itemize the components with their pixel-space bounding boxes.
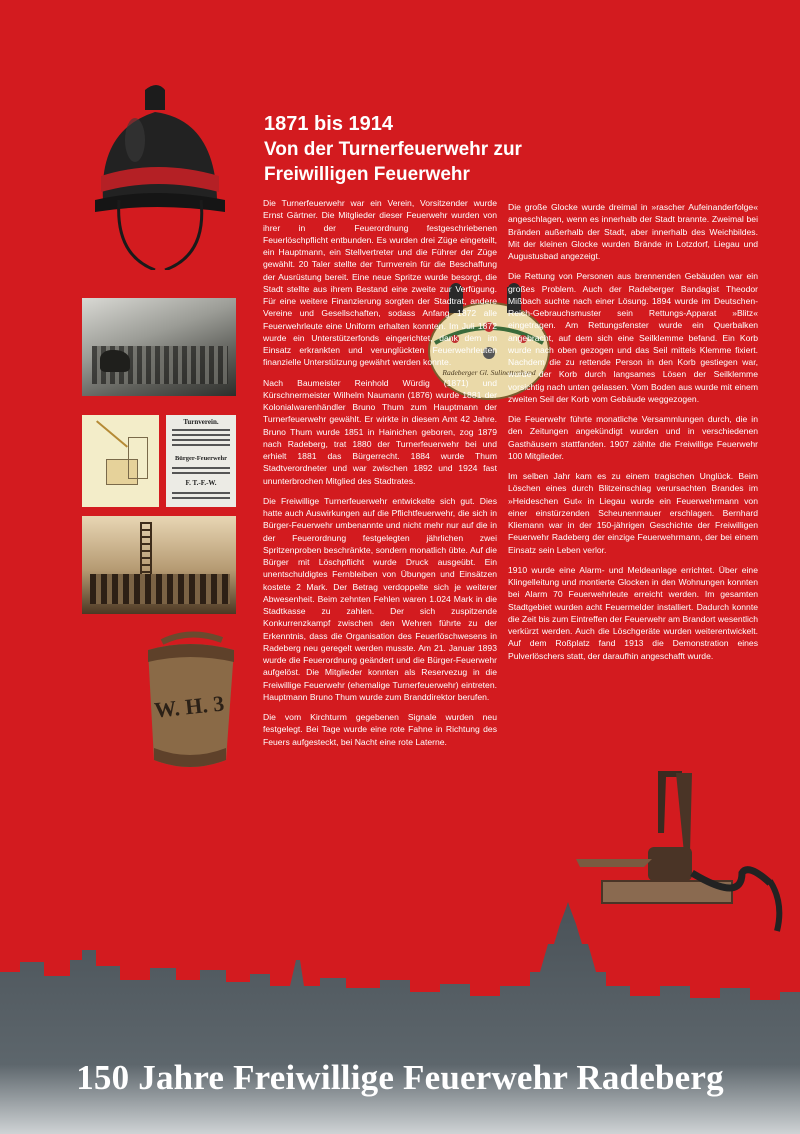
paragraph: Nach Baumeister Reinhold Würdig (1871) und Kürschnermeister Wilhelm Naumann (1876) wurde 1881 der Kolonialwarenhändler Bruno Thum zum Hauptmann der Turnerfeuerwehr gewählt. Er wirkte in diesem Amt 42 Jahre. Bruno Thum wurde 1851 in Hainichen geboren, zog 1879 nach Radeberg, trat 1880 der Turnerfeuerwehr bei und erhielt 1881 das Bürgerrecht. 1884 wurde Thum Stadtverordneter und war zwischen 1892 und 1924 fast ununterbrochen Mitglied des Stadtrates. [263,377,497,486]
newspaper-clipping [166,415,236,507]
heading-years: 1871 bis 1914 [264,113,393,135]
heading-title-line2: Freiwilligen Feuerwehr [264,164,470,185]
leather-bucket-icon [140,628,240,776]
right-text-column [508,201,758,670]
section-heading [264,112,524,187]
newspaper-heading-1: Turnverein. [183,418,219,426]
globe-lettering: Radeberger Gl. Sulinettenbund [442,368,536,377]
middle-text-column [263,197,497,756]
heading-title-line1: Von der Turnerfeuerwehr zur [264,139,522,160]
paragraph: Im selben Jahr kam es zu einem tragischen Unglück. Beim Löschen eines durch Blitzeinschlag verursachten Brandes im »Heideschen Gut« in Liegau wurde ein Feuerwehrmann von einer einstürzenden Scheunenmauer erschlagen. Bernhard Kliemann war in der 150-jährigen Geschichte der Freiwilligen Feuerwehr Radeberg der einzige Feuerwehrmann, der bei einem Einsatz sein Leben verlor. [508,471,758,555]
historic-street-photo [82,298,236,396]
paragraph: 1910 wurde eine Alarm- und Meldeanlage errichtet. Über eine Klingelleitung und montierte Glocken in den Wohnungen konnten bei Alarm 70 Feuerwehrleute erreicht werden. Im gesamten Stadtgebiet wurden acht Feuermelder installiert. Dadurch konnte die Zeit bis zum Eintreffen der Feuerwehr am Brandort wesentlich verkürzt werden. Auch die Löschgeräte wurden weiterentwickelt. Auf dem Roßplatz fand 1913 die Demonstration eines Pulverlöschers statt, der daraufhin angeschafft wurde. [508,564,758,661]
paragraph: Die Feuerwehr führte monatliche Versammlungen durch, die in den Zeitungen angekündigt wurden und in verschiedenen Gasthäusern stattfanden. 1907 zählte die Freiwillige Feuerwehr 100 Mitglieder. [508,414,758,461]
newspaper-heading-2: Bürger-Feuerwehr [174,455,228,462]
paragraph: Die große Glocke wurde dreimal in »rascher Aufeinanderfolge« angeschlagen, wenn es innerhalb der Stadt brannte. Zweimal bei Bränden außerhalb der Stadt, aber innerhalb des Weichbildes. Mit der kleinen Glocke wurden Brände in Lotzdorf, Liegau und Augustusbad angezeigt. [508,202,758,261]
fire-helmet-icon [85,80,235,270]
city-skyline-silhouette [0,900,800,1134]
rescue-apparatus-drawing [82,415,159,507]
newspaper-initials: F. T.-F.-W. [185,479,217,487]
paragraph: Die Freiwillige Turnerfeuerwehr entwickelte sich gut. Dies hatte auch Auswirkungen auf die Pflichtfeuerwehr, die sich in Bürger-Feuerwehr umbenannte und nicht mehr nur auf die in der Feuerordnung festgelegten jährlichen zwei Spritzenproben beschränkte, sondern monatlich übte. Auf die Bürger mit Löschpflicht wurde Druck ausgeübt. Ein unentschuldigtes Fernbleiben von Übungen und Einsätzen kostete 2 Mark. Der Betrag verdoppelte sich je weiterer Abwesenheit. Beim zehnten Fehlen waren 1.024 Mark in die Stadtkasse zu zahlen. Der sich zuspitzende Konkurrenzkampf zwischen den Wehren führte zu der Erkenntnis, dass die Organisation des Feuerlöschwesens in Radeberg neu geregelt werden musste. Am 21. Januar 1893 wurde die Feuerordnung geändert und die Bürger-Feuerwehr aufgelöst. Die Mitglieder konnten als Reservezug in die Freiwillige Feuerwehr (ehemalige Turnerfeuerwehr) eintreten. Hauptmann Bruno Thum wurde zum Branddirektor berufen. [263,495,497,702]
bucket-lettering: W. H. 3 [153,690,226,723]
firefighters-group-photo [82,516,236,614]
paragraph: Die Rettung von Personen aus brennenden Gebäuden war ein großes Problem. Auch der Radeberger Bandagist Theodor Mißbach suchte nach einer Lösung. 1894 wurde im Deutschen-Reich-Gebrauchsmuster sein Rettungs-Apparat »Blitz« eingetragen. Am Rettungsfenster wurde ein Querbalken angebracht, auf dem sich eine Seilklemme befand. Ein Korb wurde nach oben gezogen und das Seil mittels Klemme fixiert. Nachdem die zu rettende Person in den Korb gestiegen war, wurde der Korb durch langsames Lösen der Seilklemme vorsichtig nach unten gelassen. Vom Boden aus wurde mit einem zweiten Seil der Korb vom Gebäude weggezogen. [508,271,758,404]
paragraph: Die vom Kirchturm gegebenen Signale wurden neu festgelegt. Bei Tage wurde eine rote Fahne in Richtung des Feuers aufgesteckt, bei Nacht eine rote Laterne. [263,712,497,747]
paragraph: Die Turnerfeuerwehr war ein Verein, Vorsitzender wurde Ernst Gärtner. Die Mitglieder dieser Feuerwehr wurden von ihrer in der Feuerordnung festgeschriebenen Feuerlöschpflicht entbunden. Es wurden drei Züge eingeteilt, ein Hauptmann, ein Stellvertreter und die Führer der Züge gewählt. 20 Taler stellte der Turnverein für die Beschaffung der Ausrüstung bereit. Eine neue Spritze wurde besorgt, die Stadt stellte aus ihrem Bestand eine zweite zur Verfügung. Für eine weitere Finanzierung sorgten der Stadtrat, andere Vereine und Gesellschaften, sodass Anfang 1872 alle Feuerwehrleute eine Uniform erhalten konnten. Im Juli 1872 wurde ein Unterstützerfonds eingerichtet, dank dem im Einsatz erkrankten und verunglückten Feuerwehrleuten finanzielle Unterstützung gewährt werden konnte. [263,198,497,368]
poster-footer-title: 150 Jahre Freiwillige Feuerwehr Radeberg [76,1058,724,1097]
